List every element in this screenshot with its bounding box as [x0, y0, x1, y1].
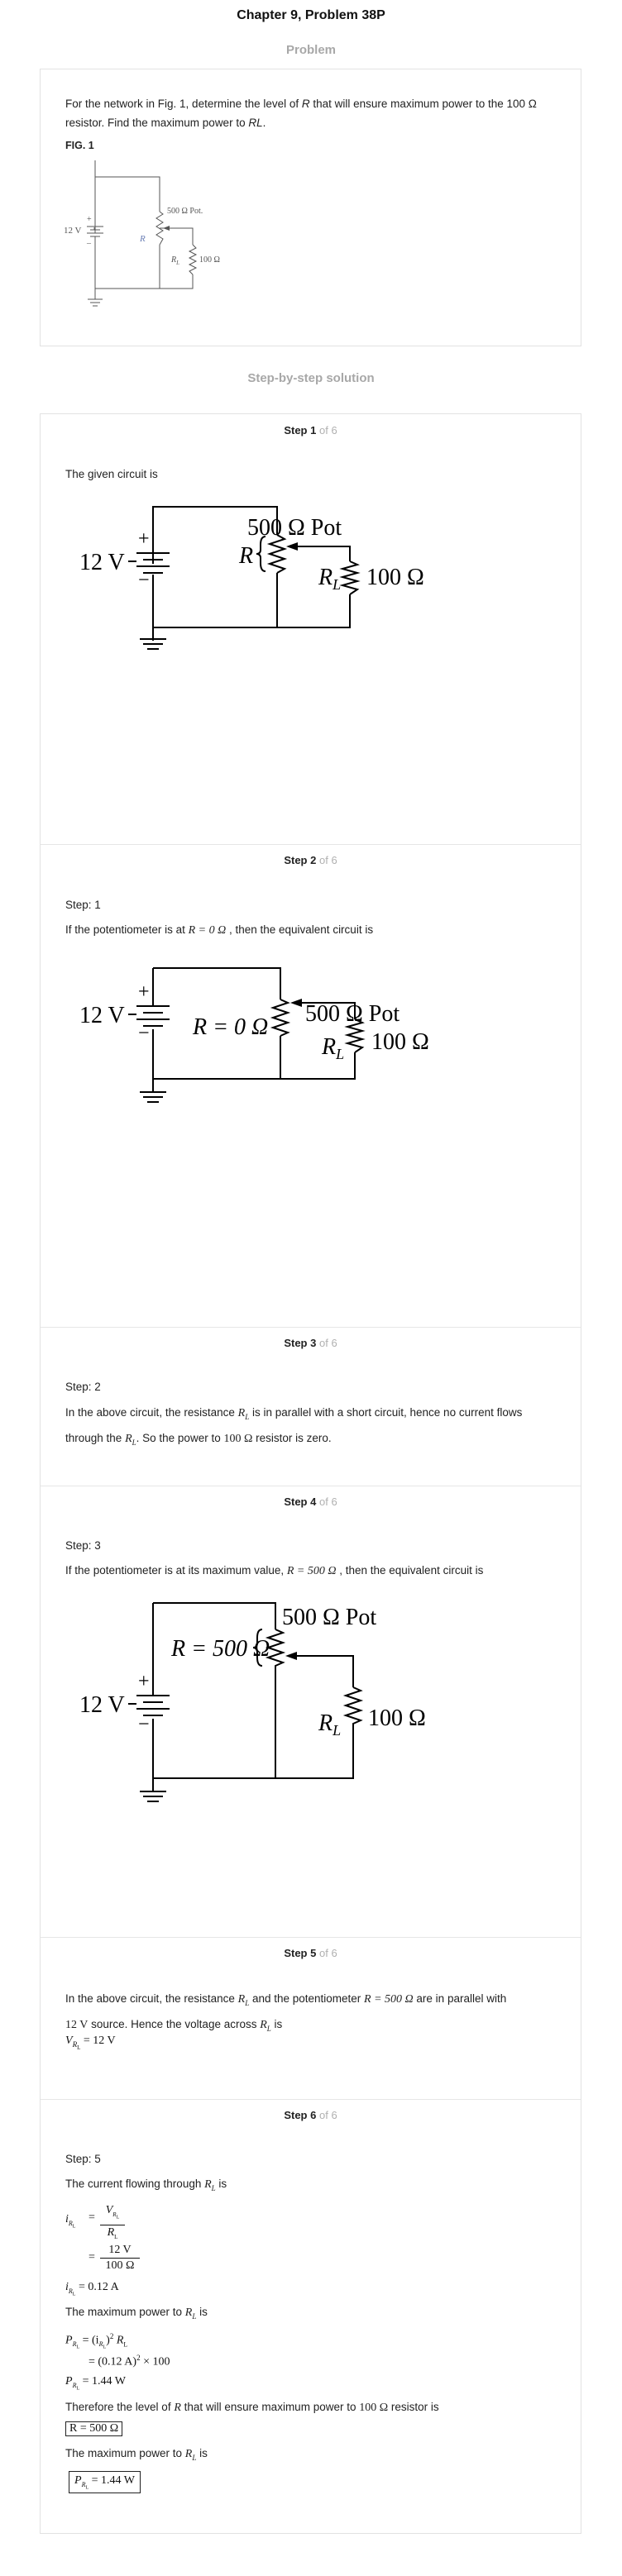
- svg-text:+: +: [138, 1671, 150, 1692]
- svg-text:R = 500 Ω: R = 500 Ω: [171, 1636, 270, 1662]
- svg-text:−: −: [138, 1023, 150, 1044]
- svg-text:12 V: 12 V: [79, 1003, 125, 1028]
- step-6-power-text: The maximum power to $R_L$ is: [65, 2306, 208, 2321]
- svg-text:500 Ω Pot: 500 Ω Pot: [247, 515, 342, 541]
- svg-text:−: −: [138, 570, 150, 591]
- svg-text:12 V: 12 V: [79, 550, 125, 575]
- power-eq-2: = (0.12 A)$^2$ × 100: [89, 2354, 170, 2368]
- step-1-heading: Step 1 of 6: [284, 424, 337, 436]
- svg-text:RL: $R_L$: [318, 1710, 342, 1739]
- solution-heading: Step-by-step solution: [247, 371, 375, 385]
- svg-text:+: +: [138, 528, 150, 550]
- problem-figure: [57, 160, 220, 326]
- svg-text:100 Ω: 100 Ω: [371, 1029, 429, 1055]
- step-3-label: Step: 2: [65, 1381, 101, 1393]
- svg-text:12 V: 12 V: [79, 1692, 125, 1718]
- svg-text:–: –: [87, 239, 91, 248]
- svg-text:+: +: [138, 981, 150, 1003]
- power-eq-3: $P_{R_L} = 1.44$ W: [65, 2375, 126, 2392]
- step-1-circuit: [74, 502, 570, 816]
- problem-text: For the network in Fig. 1, determine the level of R that will ensure maximum power to the 100 Ω resistor. Find the maximum power to RL.: [65, 98, 537, 129]
- step-2-text: If the potentiometer is at R = 0 Ω , then the equivalent circuit is: [65, 923, 374, 937]
- current-eq-3: $i_{R_L} = 0.12$ A: [65, 2281, 119, 2297]
- step-6-current-text: The current flowing through $R_L$ is: [65, 2178, 227, 2192]
- svg-text:12 V: 12 V: [64, 226, 82, 236]
- svg-text:−: −: [138, 1714, 150, 1735]
- step-3-heading: Step 3 of 6: [284, 1337, 337, 1349]
- step-1-text: The given circuit is: [65, 468, 158, 480]
- step-4-text: If the potentiometer is at its maximum value, R = 500 Ω , then the equivalent circuit is: [65, 1564, 484, 1577]
- current-eq-1: $i_{R_L}$: [65, 2213, 76, 2230]
- step-5-text: In the above circuit, the resistance $R_L$ and the potentiometer R = 500 Ω are in parallel with 12 V source. Hence the voltage across $R_L$ is: [65, 1992, 507, 2033]
- svg-text:100 Ω: 100 Ω: [368, 1705, 426, 1731]
- svg-text:100 Ω: 100 Ω: [366, 565, 424, 590]
- step-4-circuit: [74, 1598, 570, 1912]
- step-3-text: In the above circuit, the resistance $R_L$ is in parallel with a short circuit, hence no current flows through the $R_L$. So the power to 100 Ω resistor is zero.: [65, 1406, 523, 1447]
- svg-text:R: R: [239, 543, 254, 569]
- svg-text:R: R: [140, 234, 146, 244]
- problem-heading: Problem: [285, 43, 336, 57]
- answer-r: R = 500 Ω: [65, 2421, 122, 2436]
- step-6-level-text: Therefore the level of R that will ensure maximum power to 100 Ω resistor is: [65, 2401, 439, 2414]
- step-5-equation: $V_{R_L} = 12$ V: [65, 2035, 116, 2051]
- svg-text:RL: $R_L$: [318, 565, 342, 593]
- svg-text:500 Ω Pot.: 500 Ω Pot.: [167, 207, 203, 216]
- svg-text:500 Ω Pot: 500 Ω Pot: [305, 1001, 400, 1027]
- step-2-heading: Step 2 of 6: [284, 854, 337, 866]
- step-5-heading: Step 5 of 6: [284, 1947, 337, 1959]
- answer-p: $P_{R_L} = 1.44$ W: [69, 2471, 141, 2493]
- step-2-label: Step: 1: [65, 899, 101, 911]
- fig-label: FIG. 1: [65, 140, 94, 151]
- step-6-heading: Step 6 of 6: [284, 2109, 337, 2121]
- step-4-label: Step: 3: [65, 1539, 101, 1552]
- solution-box: Step 1 of 6 The given circuit is 12 V + − 500 Ω Pot R $R_L$ 100 Ω Step 2 of 6 Step: 1 If the potentiometer is at R = 0 Ω , then the equivalent circuit is 12 V + − 500 Ω Pot R = 0 Ω $R_L$ 100 Ω Step 3 of 6 Step: 2 In the above circuit, the resistance $R_L$ is in parallel with a short circuit, hence no current flows through the $R_L$. So the power to 100 Ω resistor is zero. Step 4 of 6 Step: 3 If the potentiometer is at its maximum value, R = 500 Ω , then the equivalent circuit is 12 V + − 500 Ω Pot R = 500 Ω $R_L$ 100 Ω Step 5 of 6 In the above circuit, the resistance $R_L$ and the potentiometer R = 500 Ω are in parallel with 12 V source. Hence the voltage across $R_L$ is $V_{R_L} = 12$ V Step 6 of 6 Step: 5 The current flowing through $R_L$ is $i_{R_L}$ = $V_{R_L}$ $R_L$ = 12 V 100 Ω $i_{R_L} = 0.12$ A The maximum power to $R_L$ is $P_{R_L} = (i_{R_L})^2$ $R_L$ = (0.12 A)$^2$ × 100 $P_{R_L} = 1.44$ W Therefore the level of R that will ensure maximum power to 100 Ω resistor is R = 500 Ω The maximum power to $R_L$ is $P_{R_L} = 1.44$ W: [40, 413, 581, 2534]
- page-title: Chapter 9, Problem 38P: [237, 8, 385, 22]
- svg-text:R = 0 Ω: R = 0 Ω: [193, 1014, 269, 1040]
- step-6-label: Step: 5: [65, 2153, 101, 2165]
- svg-text:100 Ω: 100 Ω: [199, 255, 220, 265]
- svg-text:RL: $R_L$: [322, 1034, 345, 1062]
- svg-text:+: +: [87, 215, 92, 224]
- svg-text:RL: $R_L$: [171, 255, 180, 266]
- svg-text:500 Ω Pot: 500 Ω Pot: [282, 1605, 377, 1630]
- power-eq-1: $P_{R_L} = (i_{R_L})^2$ $R_L$: [65, 2332, 128, 2351]
- step-2-circuit: [74, 963, 570, 1261]
- step-4-heading: Step 4 of 6: [284, 1496, 337, 1508]
- problem-box: [40, 69, 581, 346]
- step-6-final-text: The maximum power to $R_L$ is: [65, 2447, 208, 2462]
